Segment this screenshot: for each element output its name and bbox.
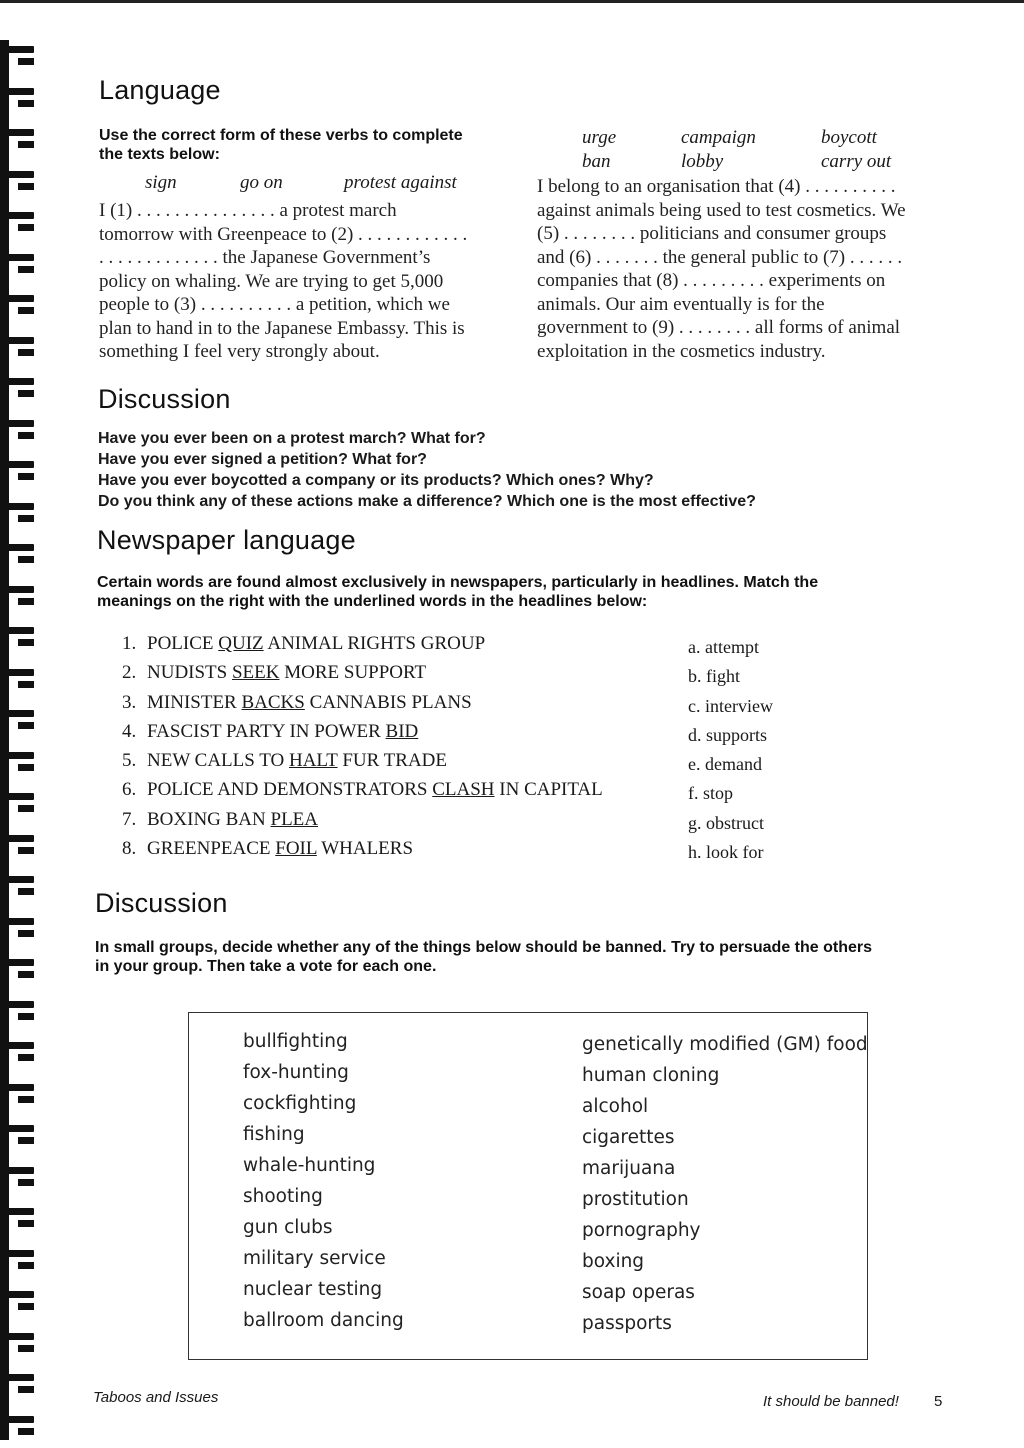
ban-topic: marijuana — [582, 1158, 676, 1179]
binding-ring — [0, 1250, 34, 1257]
headline-item: 3. MINISTER BACKS CANNABIS PLANS — [122, 691, 472, 713]
ban-topic: gun clubs — [243, 1217, 333, 1238]
binding-ring — [0, 1125, 34, 1132]
underlined-word: CLASH — [432, 779, 495, 801]
meaning-item: c. interview — [688, 695, 773, 716]
ban-topic: pornography — [582, 1220, 701, 1241]
language-heading: Language — [99, 75, 221, 105]
binding-ring — [18, 515, 34, 522]
ban-list-left — [243, 1031, 404, 1341]
verb-option: campaign — [681, 127, 756, 148]
binding-ring — [18, 349, 34, 356]
binding-ring — [0, 461, 34, 468]
binding-ring — [18, 1220, 34, 1227]
newspaper-instruction: Certain words are found almost exclusively in newspapers, particularly in headlines. Match the meanings on the right with the underlined words in the headlines below: — [97, 574, 819, 610]
text-line: (5) . . . . . . . . politicians and consumer groups — [537, 223, 887, 244]
ban-topic: ballroom dancing — [243, 1310, 404, 1331]
binding-ring — [18, 100, 34, 107]
text-line: government to (9) . . . . . . . . all forms of animal — [537, 317, 901, 338]
language-instruction: Use the correct form of these verbs to complete the texts below: — [99, 127, 463, 163]
ban-topic: nuclear testing — [243, 1279, 383, 1300]
ban-topic: alcohol — [582, 1096, 649, 1117]
ban-list-right — [582, 1034, 868, 1344]
binding-ring — [18, 1386, 34, 1393]
verb-option: go on — [240, 172, 283, 193]
page-number: 5 — [934, 1393, 943, 1410]
ban-topic: cockfighting — [243, 1093, 357, 1114]
spiral-binding — [0, 0, 40, 1448]
binding-ring — [18, 1054, 34, 1061]
text-line: . . . . . . . . . . . . . the Japanese Government’s — [99, 247, 431, 268]
verb-option: lobby — [681, 151, 724, 172]
binding-ring — [18, 556, 34, 563]
binding-ring — [18, 722, 34, 729]
binding-ring — [18, 639, 34, 646]
binding-ring — [18, 764, 34, 771]
verb-option: carry out — [821, 151, 892, 172]
ban-topic: human cloning — [582, 1065, 720, 1086]
headline-item: 4. FASCIST PARTY IN POWER BID — [122, 720, 419, 742]
binding-ring — [0, 710, 34, 717]
binding-ring — [18, 224, 34, 231]
text-line: plan to hand in to the Japanese Embassy. This is — [99, 317, 465, 339]
underlined-word: SEEK — [231, 662, 280, 684]
newspaper-language-heading: Newspaper language — [97, 525, 356, 555]
binding-ring — [0, 88, 34, 95]
binding-ring — [0, 171, 34, 178]
binding-ring — [18, 1096, 34, 1103]
underlined-word: HALT — [288, 750, 338, 772]
binding-ring — [18, 930, 34, 937]
text-left — [99, 199, 467, 364]
meaning-item: a. attempt — [688, 637, 759, 657]
headlines-list — [122, 633, 603, 867]
binding-ring — [0, 378, 34, 385]
meaning-item: d. supports — [688, 724, 768, 745]
page-top-edge — [0, 0, 1024, 3]
text-line: against animals being used to test cosmetics. We — [537, 199, 906, 221]
ban-topic: passports — [582, 1313, 672, 1334]
ban-topic: boxing — [582, 1251, 645, 1272]
ban-topic: fox-hunting — [243, 1062, 349, 1083]
binding-ring — [0, 1208, 34, 1215]
binding-ring — [0, 295, 34, 302]
binding-ring — [18, 888, 34, 895]
headline-item: 8. GREENPEACE FOIL WHALERS — [122, 838, 414, 860]
binding-ring — [18, 307, 34, 314]
meanings-list — [688, 637, 773, 871]
ban-topic: prostitution — [582, 1189, 689, 1210]
binding-ring — [18, 432, 34, 439]
ban-topic: shooting — [243, 1186, 323, 1207]
binding-ring — [0, 793, 34, 800]
binding-ring — [18, 266, 34, 273]
binding-ring — [18, 473, 34, 480]
binding-ring — [0, 544, 34, 551]
binding-ring — [0, 1001, 34, 1008]
headline-item: 6. POLICE AND DEMONSTRATORS CLASH IN CAPITAL — [122, 779, 603, 801]
binding-ring — [0, 1333, 34, 1340]
binding-ring — [0, 586, 34, 593]
ban-topic: cigarettes — [582, 1127, 675, 1148]
verb-option: sign — [145, 172, 177, 193]
binding-ring — [0, 669, 34, 676]
binding-ring — [0, 835, 34, 842]
binding-ring — [0, 1374, 34, 1381]
underlined-word: QUIZ — [218, 633, 264, 654]
text-line: something I feel very strongly about. — [99, 341, 380, 362]
headline-item: 5. NEW CALLS TO HALT FUR TRADE — [122, 750, 448, 772]
question: Have you ever boycotted a company or its products? Which ones? Why? — [98, 472, 654, 489]
binding-ring — [18, 1262, 34, 1269]
verb-option: protest against — [344, 172, 457, 193]
text-line: companies that (8) . . . . . . . . . experiments on — [537, 270, 886, 291]
meaning-item: g. obstruct — [688, 812, 764, 833]
binding-ring — [18, 1179, 34, 1186]
question: Have you ever been on a protest march? What for? — [98, 430, 486, 447]
text-line: I (1) . . . . . . . . . . . . . . . a protest march — [99, 200, 397, 221]
binding-ring — [0, 503, 34, 510]
text-line: people to (3) . . . . . . . . . . a petition, which we — [99, 294, 450, 315]
binding-ring — [0, 337, 34, 344]
underlined-word: BACKS — [241, 691, 305, 713]
meaning-item: f. stop — [688, 783, 733, 804]
discussion-questions — [98, 428, 756, 512]
footer-unit-title: It should be banned! — [763, 1393, 899, 1410]
verb-option: urge — [582, 127, 617, 148]
text-line: and (6) . . . . . . . the general public to (7) . . . . . . — [537, 246, 903, 268]
headline-item: 1. POLICE QUIZ ANIMAL RIGHTS GROUP — [122, 633, 486, 654]
binding-ring — [18, 58, 34, 65]
binding-ring — [0, 1291, 34, 1298]
binding-ring — [18, 390, 34, 397]
binding-ring — [18, 1345, 34, 1352]
binding-ring — [18, 805, 34, 812]
headline-item: 7. BOXING BAN PLEA — [122, 808, 318, 830]
binding-ring — [18, 1013, 34, 1020]
binding-ring — [0, 212, 34, 219]
text-line: policy on whaling. We are trying to get 5,000 — [99, 270, 444, 292]
text-line: animals. Our aim eventually is for the — [537, 293, 825, 315]
binding-ring — [18, 681, 34, 688]
binding-ring — [0, 1042, 34, 1049]
binding-ring — [0, 959, 34, 966]
meaning-item: e. demand — [688, 754, 762, 775]
ban-topic: fishing — [243, 1124, 305, 1145]
underlined-word: BID — [385, 720, 419, 742]
binding-ring — [0, 1416, 34, 1423]
ban-topic: whale-hunting — [243, 1155, 376, 1176]
binding-ring — [18, 1428, 34, 1435]
binding-ring — [18, 598, 34, 605]
ban-topic: soap operas — [582, 1282, 695, 1303]
verb-option: ban — [582, 151, 611, 172]
underlined-word: FOIL — [275, 838, 317, 860]
underlined-word: PLEA — [270, 808, 318, 830]
text-line: exploitation in the cosmetics industry. — [537, 340, 826, 362]
ban-topic: bullfighting — [243, 1031, 348, 1052]
binding-ring — [18, 1137, 34, 1144]
discussion-heading: Discussion — [98, 384, 231, 414]
binding-ring — [0, 918, 34, 925]
discussion-heading-2: Discussion — [95, 888, 228, 918]
ban-instruction: In small groups, decide whether any of the things below should be banned. Try to persuade the others in your group. Then take a vote for each one. — [95, 939, 872, 975]
footer-book-title: Taboos and Issues — [93, 1389, 219, 1406]
question: Have you ever signed a petition? What for? — [98, 451, 427, 468]
binding-ring — [0, 876, 34, 883]
binding-ring — [0, 46, 34, 53]
text-right — [537, 175, 906, 363]
binding-ring — [0, 1167, 34, 1174]
binding-ring — [18, 847, 34, 854]
meaning-item: b. fight — [688, 666, 740, 687]
binding-ring — [18, 971, 34, 978]
binding-ring — [0, 627, 34, 634]
text-line: I belong to an organisation that (4) . . . . . . . . . . — [537, 176, 896, 197]
question: Do you think any of these actions make a difference? Which one is the most effective? — [98, 493, 756, 510]
binding-ring — [18, 183, 34, 190]
binding-ring — [18, 1303, 34, 1310]
binding-ring — [0, 752, 34, 759]
binding-ring — [0, 254, 34, 261]
ban-topic: genetically modified (GM) food — [582, 1034, 868, 1055]
headline-item: 2. NUDISTS SEEK MORE SUPPORT — [122, 662, 427, 684]
binding-ring — [18, 141, 34, 148]
binding-ring — [0, 1084, 34, 1091]
meaning-item: h. look for — [688, 842, 764, 863]
binding-ring — [0, 420, 34, 427]
verb-option: boycott — [821, 127, 877, 148]
ban-topic: military service — [243, 1248, 386, 1269]
text-line: tomorrow with Greenpeace to (2) . . . . . . . . . . . . — [99, 223, 468, 245]
binding-ring — [0, 129, 34, 136]
